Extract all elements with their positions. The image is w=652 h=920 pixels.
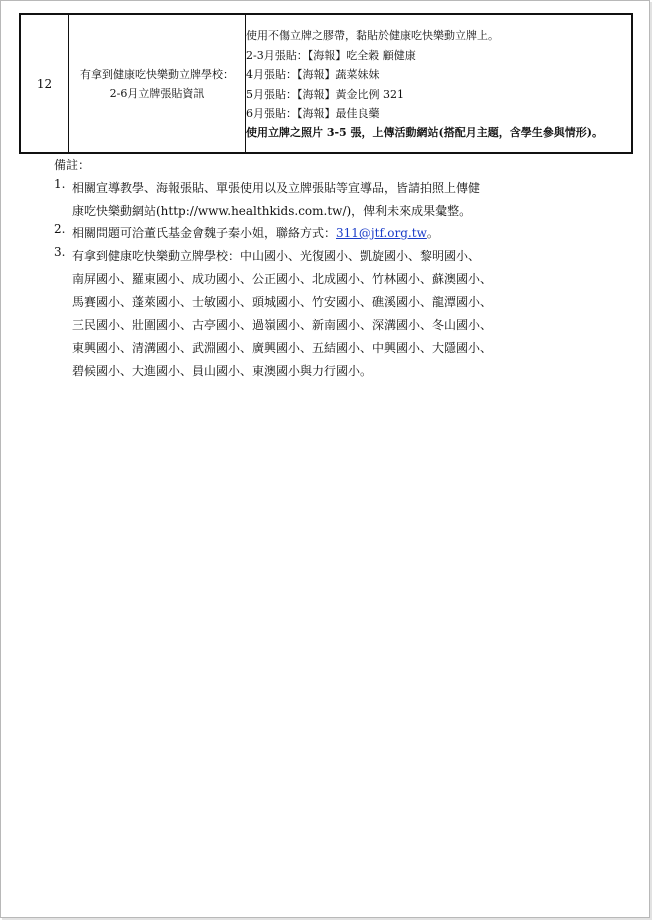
detail-line: 使用不傷立牌之膠帶，黏貼於健康吃快樂動立牌上。: [246, 29, 499, 43]
email-link[interactable]: 311@jtf.org.tw: [336, 226, 427, 240]
detail-line: 5月張貼：【海報】黃金比例 321: [246, 87, 404, 101]
detail-bold-line: 使用立牌之照片 3-5 張，上傳活動網站(搭配月主題，含學生參與情形)。: [246, 125, 603, 139]
notes-title: 備註：: [54, 158, 91, 172]
note-number: 3.: [54, 245, 66, 259]
detail-line: 2-3月張貼：【海報】吃全穀 顧健康: [246, 48, 416, 62]
row-number: 12: [20, 14, 69, 153]
note-text: 相關宣導教學、海報張貼、單張使用以及立牌張貼等宣導品，皆請拍照上傳健 康吃快樂動網站(http://www.healthkids.com.tw/)，俾利未來成果彙整。: [72, 181, 481, 218]
note-number: 2.: [54, 222, 66, 236]
school-info-line: 2-6月立牌張貼資訊: [109, 86, 205, 100]
note-text: 有拿到健康吃快樂動立牌學校：中山國小、光復國小、凱旋國小、黎明國小、 南屏國小、羅東國小、成功國小、公正國小、北成國小、竹林國小、蘇澳國小、 馬賽國小、蓬萊國小、士敏國小、頭城國小、竹安國小、礁溪國小、龍潭國小、 三民國小、壯圍國小、古亭國小、過嶺國小、新南國小、深溝國小、冬山國小、 東興國小、清溝國小、武淵國小、廣興國小、五結國小、中興國小、大隱國小、 碧候國小、大進國小、員山國小、東澳國小與力行國小。: [72, 249, 493, 378]
note-text-part: 相關問題可洽董氏基金會魏子秦小姐，聯絡方式：: [72, 226, 337, 240]
school-info-cell: [69, 14, 246, 153]
note-number: 1.: [54, 177, 66, 191]
detail-line: 4月張貼：【海報】蔬菜妹妹: [246, 68, 380, 82]
table-row: [20, 14, 632, 153]
detail-cell: [246, 14, 633, 153]
note-text: [72, 222, 602, 245]
detail-line: 6月張貼：【海報】最佳良藥: [246, 107, 380, 121]
poster-schedule-table: [19, 13, 633, 154]
school-info-line: 有拿到健康吃快樂動立牌學校：: [80, 67, 234, 81]
note-text-part: 。: [426, 226, 439, 240]
